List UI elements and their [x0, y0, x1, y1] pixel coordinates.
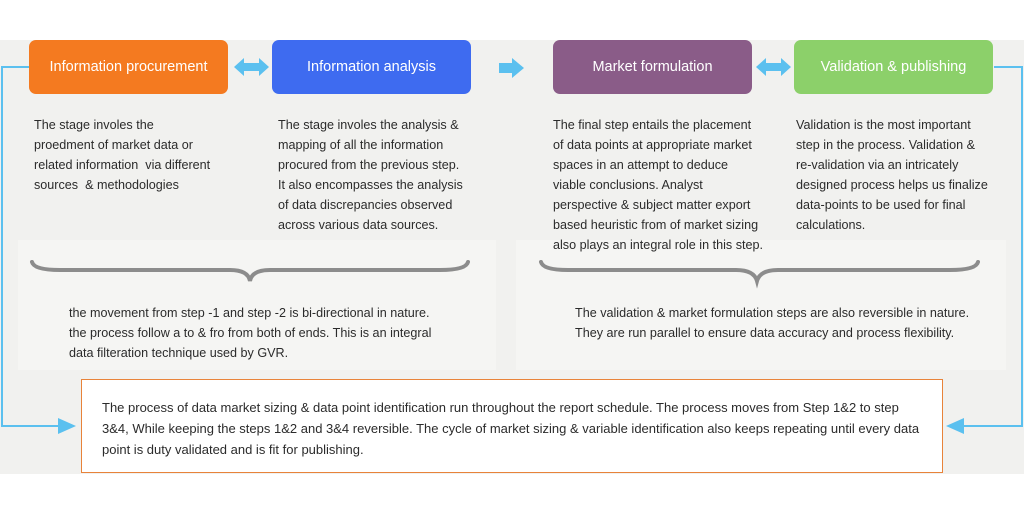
step-information-procurement: Information procurement — [29, 40, 228, 94]
step-market-formulation: Market formulation — [553, 40, 752, 94]
step-4-description: Validation is the most important step in the process. Validation & re-validation via an intricately designed process helps us finalize data-points to be used for final calculations. — [796, 118, 988, 232]
step-1-description: The stage involes the proedment of market data or related information via different sources & methodologies — [34, 118, 211, 192]
step-2-description: The stage involes the analysis & mapping of all the information procured from the previous step. It also encompasses the analysis of data discrepancies observed across various data sources. — [278, 118, 463, 232]
right-brace — [541, 262, 978, 281]
summary-text: The process of data market sizing & data point identification run throughout the report schedule. The process moves from Step 1&2 to step 3&4, While keeping the steps 1&2 and 3&4 reversible. The cycle of market sizing & variable identification also keeps repeating until every data point is duty validated and is fit for publishing. — [102, 400, 920, 457]
right-loop-arrowhead — [946, 418, 964, 434]
step-validation-publishing: Validation & publishing — [794, 40, 993, 94]
step-information-analysis: Information analysis — [272, 40, 471, 94]
left-loop-arrowhead — [58, 418, 76, 434]
right-note: The validation & market formulation steps are also reversible in nature. They are run parallel to ensure data accuracy and process flexibility. — [575, 306, 970, 340]
bidirectional-arrow-1-2 — [234, 58, 269, 76]
left-brace — [32, 262, 468, 281]
forward-arrow-2-3 — [499, 58, 524, 78]
bidirectional-arrow-3-4 — [756, 58, 791, 76]
step-3-description: The final step entails the placement of data points at appropriate market spaces in an attempt to deduce viable conclusions. Analyst perspective & subject matter export based heuristic from of market sizing also plays an integral role in this step. — [553, 118, 764, 252]
summary-box — [81, 379, 943, 473]
left-note: the movement from step -1 and step -2 is bi-directional in nature. the process follow a to & fro from both of ends. This is an integral data filteration technique used by GVR. — [69, 306, 432, 360]
